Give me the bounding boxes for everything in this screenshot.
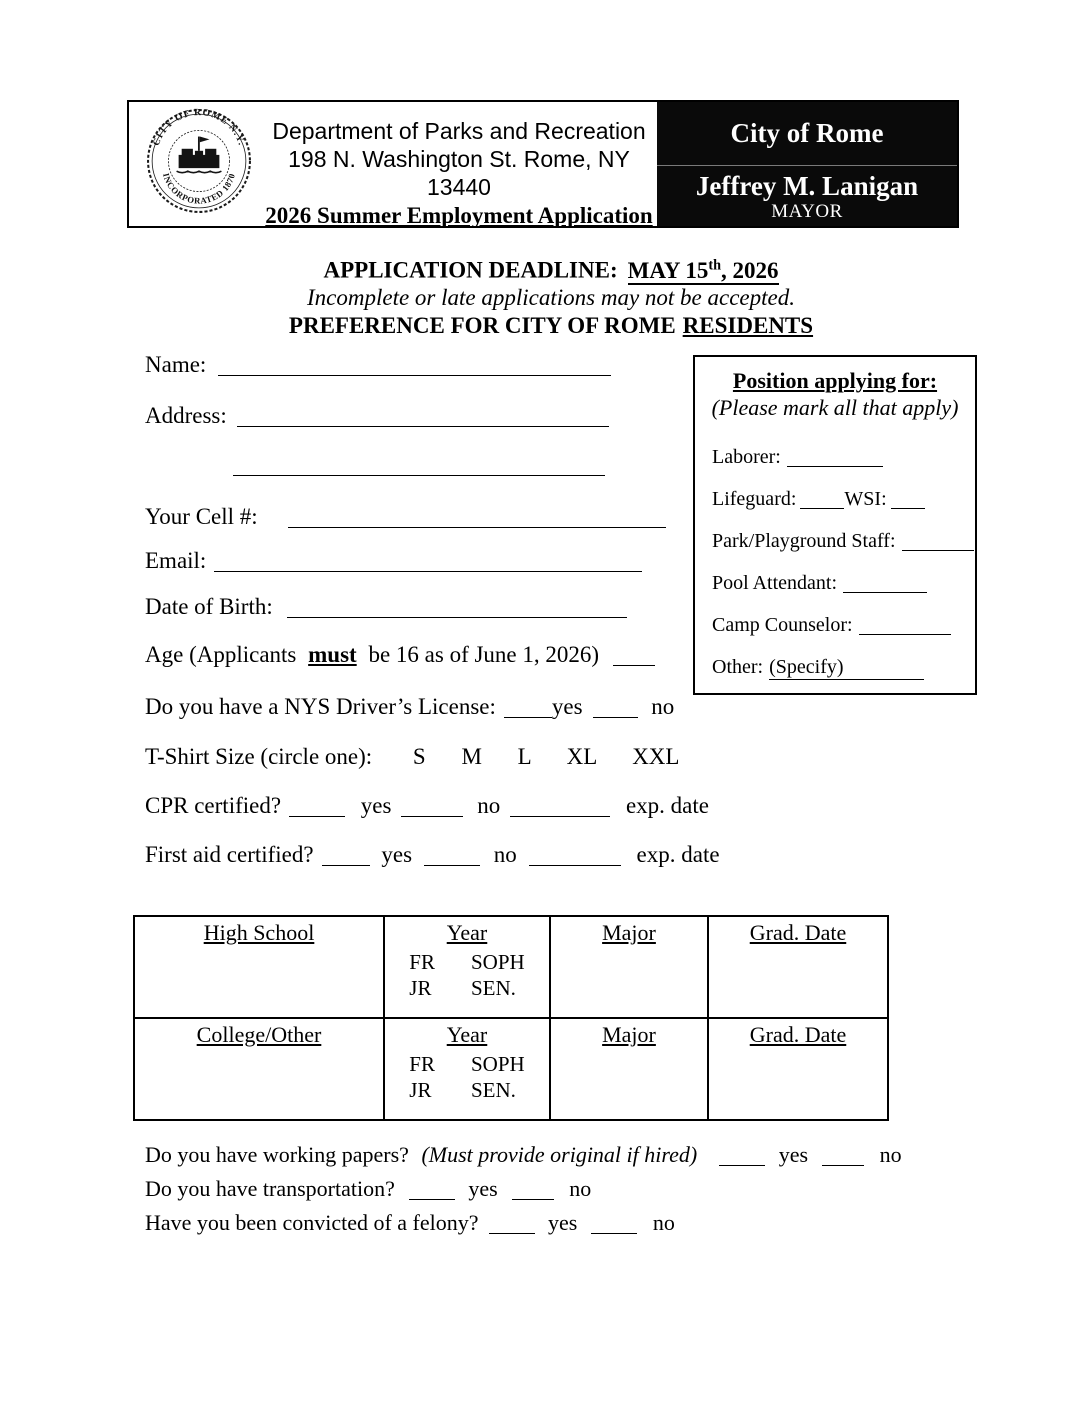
dob-label: Date of Birth:: [145, 594, 273, 619]
email-row: [145, 548, 642, 574]
highschool-year-header: Year: [446, 920, 488, 945]
license-no-blank: [593, 698, 638, 718]
cpr-no-blank: [401, 797, 463, 817]
department-name: Department of Parks and Recreation: [272, 118, 646, 144]
email-blank-line: [214, 552, 642, 572]
park-staff-label: Park/Playground Staff:: [712, 530, 896, 552]
cell-phone-row: [145, 504, 666, 530]
deadline-date-year: , 2026: [721, 257, 779, 283]
college-grad-cell: [708, 1018, 888, 1120]
firstaid-yes-label: yes: [381, 842, 413, 867]
cell-phone-blank-line: [288, 508, 666, 528]
firstaid-expdate-blank: [529, 846, 621, 866]
laborer-blank: [787, 450, 883, 467]
working-papers-no-label: no: [879, 1142, 902, 1167]
department-block: [257, 117, 661, 230]
deadline-date: [628, 258, 779, 285]
cpr-expdate-blank: [510, 797, 610, 817]
college-year-options: [409, 1051, 524, 1103]
firstaid-row: [145, 842, 720, 868]
year-option-jr: JR: [409, 1078, 432, 1102]
firstaid-label: First aid certified?: [145, 842, 314, 867]
table-row-college: [134, 1018, 888, 1120]
highschool-major-cell: [550, 916, 708, 1018]
lifeguard-blank: [800, 492, 844, 509]
laborer-label: Laborer:: [712, 446, 781, 468]
cpr-label: CPR certified?: [145, 793, 282, 818]
felony-no-label: no: [652, 1210, 675, 1235]
cell-phone-label: Your Cell #:: [145, 504, 258, 529]
deadline-label: APPLICATION DEADLINE:: [323, 257, 618, 283]
tshirt-size-xl: XL: [566, 744, 597, 769]
tshirt-size-l: L: [517, 744, 531, 769]
transportation-no-label: no: [569, 1176, 592, 1201]
position-box-title: Position applying for:: [732, 368, 938, 393]
position-box: [693, 355, 977, 695]
preference-line: [127, 312, 975, 340]
firstaid-no-label: no: [493, 842, 517, 867]
deadline-date-day: MAY 15: [627, 257, 709, 283]
fort-illustration: [177, 137, 222, 173]
cpr-yes-blank: [289, 797, 345, 817]
park-staff-blank: [902, 534, 974, 551]
address-row-2: [145, 452, 605, 478]
tshirt-size-m: M: [461, 744, 482, 769]
deadline-section: [127, 252, 975, 339]
age-label-post: be 16 as of June 1, 2026): [368, 642, 600, 667]
position-park-staff: [712, 530, 975, 553]
other-specify-line: [769, 656, 923, 680]
preference-text: PREFERENCE FOR CITY OF ROME: [288, 312, 676, 338]
mayor-name: Jeffrey M. Lanigan: [695, 171, 919, 201]
preference-residents: RESIDENTS: [682, 312, 814, 338]
position-camp-counselor: [712, 614, 975, 637]
cpr-expdate-label: exp. date: [625, 793, 709, 818]
drivers-license-label: Do you have a NYS Driver’s License:: [145, 694, 496, 719]
wsi-blank: [891, 492, 925, 509]
camp-counselor-label: Camp Counselor:: [712, 614, 853, 636]
cpr-yes-label: yes: [360, 793, 392, 818]
year-option-fr: FR: [409, 950, 435, 974]
license-yes-label: yes: [551, 694, 583, 719]
deadline-line: [127, 252, 975, 284]
department-address: 198 N. Washington St. Rome, NY 13440: [288, 146, 630, 200]
pool-attendant-label: Pool Attendant:: [712, 572, 837, 594]
age-label-pre: Age (Applicants: [145, 642, 297, 667]
header: [127, 100, 959, 228]
transportation-question: [145, 1176, 591, 1202]
highschool-header: High School: [203, 920, 315, 945]
college-year-header: Year: [446, 1022, 488, 1047]
license-no-label: no: [651, 694, 675, 719]
highschool-grad-cell: [708, 916, 888, 1018]
address-blank-line-2: [233, 456, 605, 476]
transportation-label: Do you have transportation?: [145, 1176, 395, 1201]
transportation-yes-label: yes: [468, 1176, 498, 1201]
mayor-panel: [657, 102, 957, 226]
email-label: Email:: [145, 548, 207, 573]
working-papers-question: [145, 1142, 902, 1168]
working-papers-note: (Must provide original if hired): [421, 1142, 698, 1167]
age-row: [145, 642, 655, 668]
age-must-emphasis: must: [308, 642, 357, 667]
highschool-grad-header: Grad. Date: [749, 920, 847, 945]
application-title: 2026 Summer Employment Application: [265, 203, 653, 228]
address-blank-line: [237, 407, 609, 427]
address-label: Address:: [145, 403, 227, 428]
highschool-year-cell: [384, 916, 550, 1018]
highschool-year-options: [409, 949, 524, 1001]
name-label: Name:: [145, 352, 207, 377]
cpr-row: [145, 793, 709, 819]
working-papers-no-blank: [822, 1148, 864, 1166]
tshirt-label: T-Shirt Size (circle one):: [145, 744, 373, 769]
year-option-soph: SOPH: [470, 1052, 525, 1076]
year-option-jr: JR: [409, 976, 432, 1000]
transportation-yes-blank: [409, 1182, 455, 1200]
position-lifeguard: [712, 488, 975, 511]
highschool-major-header: Major: [602, 920, 656, 945]
working-papers-yes-blank: [719, 1148, 765, 1166]
position-box-subtitle: (Please mark all that apply): [711, 395, 959, 420]
wsi-label: WSI:: [844, 488, 887, 510]
felony-question: [145, 1210, 675, 1236]
felony-yes-blank: [489, 1216, 535, 1234]
year-option-soph: SOPH: [470, 950, 525, 974]
highschool-school-cell: [134, 916, 384, 1018]
specify-label: (Specify): [769, 656, 844, 678]
deadline-date-ordinal: th: [708, 257, 722, 273]
other-label: Other:: [712, 656, 764, 678]
working-papers-yes-label: yes: [778, 1142, 809, 1167]
svg-text:INCORPORATED 1870: [161, 172, 237, 206]
city-seal-logo: [145, 107, 253, 215]
deadline-note: Incomplete or late applications may not be accepted.: [307, 285, 795, 311]
dob-blank-line: [287, 598, 627, 618]
college-year-cell: [384, 1018, 550, 1120]
education-table: [133, 915, 889, 1121]
seal-bottom-text: INCORPORATED 1870: [161, 171, 237, 206]
tshirt-size-xxl: XXL: [632, 744, 680, 769]
year-option-sen: SEN.: [470, 976, 516, 1000]
college-header: College/Other: [196, 1022, 322, 1047]
year-option-fr: FR: [409, 1052, 435, 1076]
name-blank-line: [218, 356, 611, 376]
lifeguard-label: Lifeguard:: [712, 488, 797, 510]
address-row: [145, 403, 609, 429]
college-grad-header: Grad. Date: [749, 1022, 847, 1047]
position-laborer: [712, 446, 975, 469]
firstaid-yes-blank: [322, 846, 370, 866]
firstaid-expdate-label: exp. date: [636, 842, 720, 867]
seal-top-text: CITY OF ROME N.Y.: [150, 107, 248, 148]
felony-label: Have you been convicted of a felony?: [145, 1210, 479, 1235]
tshirt-row: [145, 744, 679, 770]
pool-attendant-blank: [843, 576, 927, 593]
transportation-no-blank: [512, 1182, 554, 1200]
year-option-sen: SEN.: [470, 1078, 516, 1102]
felony-yes-label: yes: [548, 1210, 578, 1235]
cpr-no-label: no: [477, 793, 501, 818]
college-major-header: Major: [602, 1022, 656, 1047]
mayor-title: MAYOR: [771, 201, 843, 222]
age-blank-line: [613, 646, 655, 666]
table-row-highschool: [134, 916, 888, 1018]
city-name: City of Rome: [657, 102, 957, 166]
license-yes-blank: [504, 698, 552, 718]
name-row: [145, 352, 611, 378]
camp-counselor-blank: [859, 618, 951, 635]
drivers-license-row: [145, 694, 674, 720]
felony-no-blank: [591, 1216, 637, 1234]
college-school-cell: [134, 1018, 384, 1120]
position-other: [712, 656, 975, 680]
position-pool-attendant: [712, 572, 975, 595]
firstaid-no-blank: [424, 846, 480, 866]
dob-row: [145, 594, 627, 620]
working-papers-label: Do you have working papers?: [145, 1142, 409, 1167]
tshirt-size-s: S: [412, 744, 426, 769]
college-major-cell: [550, 1018, 708, 1120]
